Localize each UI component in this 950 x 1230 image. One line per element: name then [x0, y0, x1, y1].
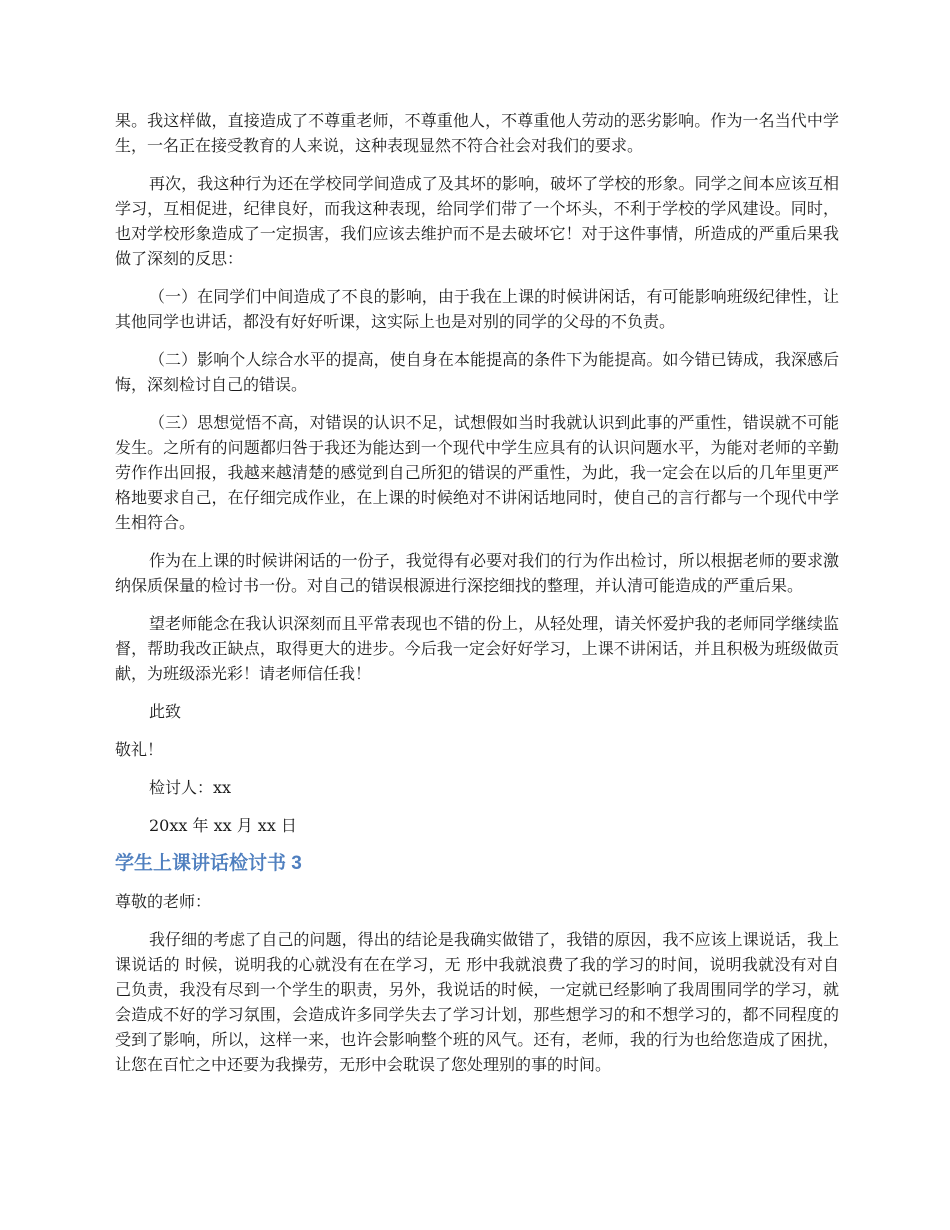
- date-line: 20xx 年 xx 月 xx 日: [149, 816, 297, 835]
- closing-greeting: 此致: [149, 702, 182, 721]
- section-title: 学生上课讲话检讨书 3: [115, 853, 302, 874]
- paragraph-school-impact: 再次，我这种行为还在学校同学间造成了及其坏的影响，破坏了学校的形象。同学之间本应该互相学习，互相促进，纪律良好，而我这种表现，给同学们带了一个坏头，不利于学校的学风建设。同时，也对学校形象造成了一定损害，我们应该去维护而不是去破坏它！对于这件事情，所造成的严重后果我做了深刻的反思：: [115, 174, 839, 268]
- document-body: [115, 108, 839, 1090]
- paragraph-point-three: （三）思想觉悟不高，对错误的认识不足，试想假如当时我就认识到此事的严重性，错误就不可能发生。之所有的问题都归咎于我还为能达到一个现代中学生应具有的认识问题水平，为能对老师的辛勤劳作作出回报，我越来越清楚的感觉到自己所犯的错误的严重性，为此，我一定会在以后的几年里更严格地要求自己，在仔细完成作业，在上课的时候绝对不讲闲话地同时，使自己的言行都与一个现代中学生相符合。: [115, 413, 839, 532]
- paragraph-point-one: （一）在同学们中间造成了不良的影响，由于我在上课的时候讲闲话，有可能影响班级纪律性，让其他同学也讲话，都没有好好听课，这实际上也是对别的同学的父母的不负责。: [115, 287, 839, 331]
- paragraph-continuation: 果。我这样做，直接造成了不尊重老师，不尊重他人，不尊重他人劳动的恶劣影响。作为一名当代中学生，一名正在接受教育的人来说，这种表现显然不符合社会对我们的要求。: [115, 111, 839, 155]
- salute: 敬礼！: [115, 740, 164, 759]
- paragraph-point-two: （二）影响个人综合水平的提高，使自身在本能提高的条件下为能提高。如今错已铸成，我深感后悔，深刻检讨自己的错误。: [115, 350, 839, 394]
- salutation: 尊敬的老师：: [115, 892, 212, 911]
- paragraph-reflection: 我仔细的考虑了自己的问题，得出的结论是我确实做错了，我错的原因，我不应该上课说话，我上课说话的 时候，说明我的心就没有在在学习，无 形中我就浪费了我的学习的时间，说明我就没有对自己负责，我没有尽到一个学生的职责，另外，我说话的时候，一定就已经影响了我周围同学的学习，就会造成不好的学习氛围，会造成许多同学失去了学习计划，那些想学习的和不想学习的，都不同程度的受到了影响，所以，这样一来，也许会影响整个班的风气。还有，老师，我的行为也给您造成了困扰，让您在百忙之中还要为我操劳，无形中会耽误了您处理别的事的时间。: [115, 930, 839, 1074]
- paragraph-request: 望老师能念在我认识深刻而且平常表现也不错的份上，从轻处理，请关怀爱护我的老师同学继续监督，帮助我改正缺点，取得更大的进步。今后我一定会好好学习，上课不讲闲话，并且积极为班级做贡献，为班级添光彩！请老师信任我！: [115, 614, 839, 683]
- paragraph-self-review: 作为在上课的时候讲闲话的一份子，我觉得有必要对我们的行为作出检讨，所以根据老师的要求激纳保质保量的检讨书一份。对自己的错误根源进行深挖细找的整理，并认清可能造成的严重后果。: [115, 551, 839, 595]
- signer: 检讨人：xx: [149, 778, 232, 797]
